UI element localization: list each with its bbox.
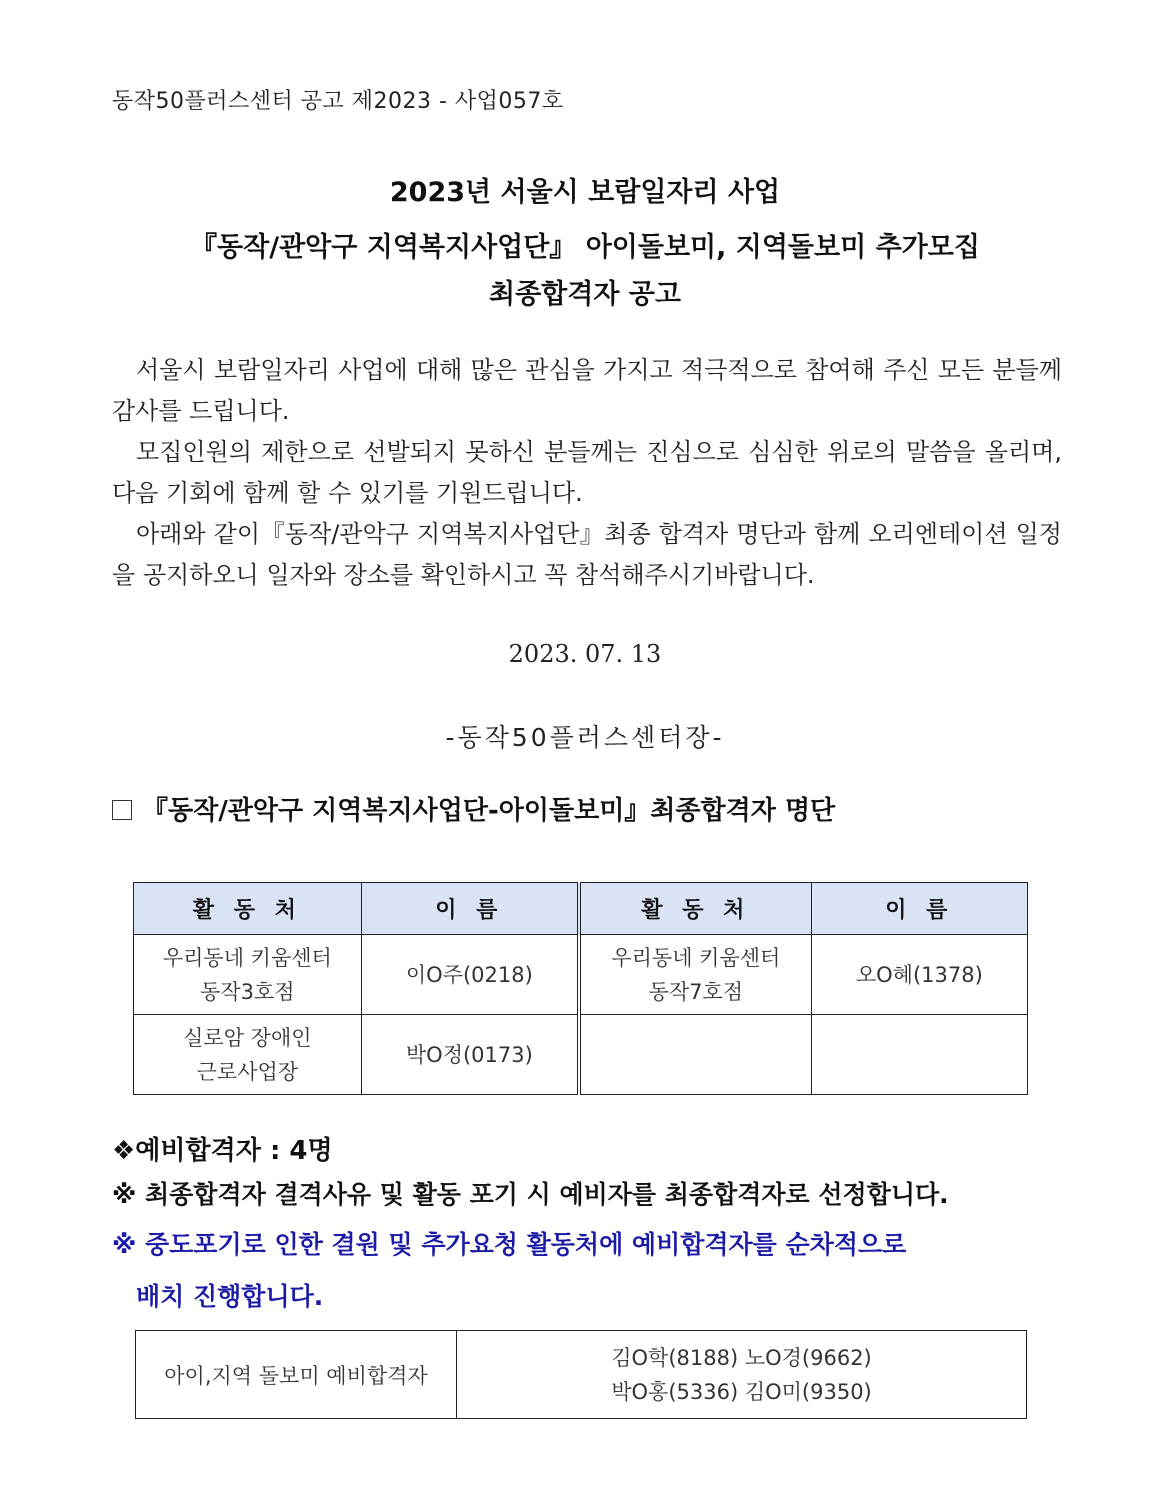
header-name-2: 이 름	[811, 883, 1027, 935]
place-cell	[579, 935, 811, 1015]
document-number: 동작50플러스센터 공고 제2023 - 사업057호	[112, 89, 564, 114]
header-place-2: 활 동 처	[579, 883, 811, 935]
reserve-heading: ❖예비합격자 : 4명	[112, 1136, 333, 1166]
place-line: 실로암 장애인	[183, 1025, 312, 1050]
reserve-table	[135, 1330, 1027, 1419]
name-cell: 박O정(0173)	[361, 1015, 579, 1095]
table-row	[136, 1331, 1027, 1419]
title-line-2: 『동작/관악구 지역복지사업단』 아이돌보미, 지역돌보미 추가모집	[190, 232, 980, 263]
table-row	[134, 1015, 1028, 1095]
table-row	[134, 935, 1028, 1015]
title-line-3: 최종합격자 공고	[489, 279, 681, 310]
paragraph-condolence	[112, 432, 1062, 514]
place-line: 우리동네 키움센터	[162, 945, 332, 970]
name-cell: 오O혜(1378)	[811, 935, 1027, 1015]
reserve-names-line: 박O홍(5336) 김O미(9350)	[611, 1379, 872, 1404]
place-line: 근로사업장	[196, 1059, 299, 1084]
name-cell-empty	[811, 1015, 1027, 1095]
paragraph-thanks	[112, 350, 1062, 432]
paragraph-thanks-text: 서울시 보람일자리 사업에 대해 많은 관심을 가지고 적극적으로 참여해 주신 모든 분들께 감사를 드립니다.	[112, 356, 1062, 425]
reserve-note-2-continued: 배치 진행합니다.	[136, 1282, 324, 1311]
paragraph-condolence-text: 모집인원의 제한으로 선발되지 못하신 분들께는 진심으로 심심한 위로의 말씀을 올리며, 다음 기회에 함께 할 수 있기를 기원드립니다.	[112, 438, 1062, 507]
paragraph-orientation-text: 아래와 같이『동작/관악구 지역복지사업단』최종 합격자 명단과 함께 오리엔테이션 일정을 공지하오니 일자와 장소를 확인하시고 꼭 참석해주시기바랍니다.	[112, 520, 1062, 589]
signer: -동작50플러스센터장-	[445, 723, 725, 752]
table-header-row	[134, 883, 1028, 935]
place-cell-empty	[579, 1015, 811, 1095]
empty-square-icon	[112, 800, 132, 820]
place-cell	[134, 935, 362, 1015]
place-line: 동작3호점	[200, 979, 295, 1004]
section-heading	[112, 790, 835, 827]
reserve-names-line: 김O학(8188) 노O경(9662)	[611, 1345, 872, 1370]
place-cell	[134, 1015, 362, 1095]
name-cell: 이O주(0218)	[361, 935, 579, 1015]
reserve-label-cell: 아이,지역 돌보미 예비합격자	[136, 1331, 457, 1419]
reserve-names-cell	[457, 1331, 1027, 1419]
announcement-date: 2023. 07. 13	[508, 640, 662, 668]
title-line-1: 2023년 서울시 보람일자리 사업	[389, 177, 781, 208]
reserve-note-1: ※ 최종합격자 결격사유 및 활동 포기 시 예비자를 최종합격자로 선정합니다.	[112, 1180, 949, 1209]
place-line: 우리동네 키움센터	[611, 945, 781, 970]
header-place-1: 활 동 처	[134, 883, 362, 935]
section-heading-text: 『동작/관악구 지역복지사업단-아이돌보미』최종합격자 명단	[142, 796, 836, 826]
header-name-1: 이 름	[361, 883, 579, 935]
place-line: 동작7호점	[648, 979, 744, 1004]
final-passers-table	[133, 882, 1028, 1095]
reserve-note-2: ※ 중도포기로 인한 결원 및 추가요청 활동처에 예비합격자를 순차적으로	[112, 1230, 907, 1259]
paragraph-orientation	[112, 514, 1062, 596]
